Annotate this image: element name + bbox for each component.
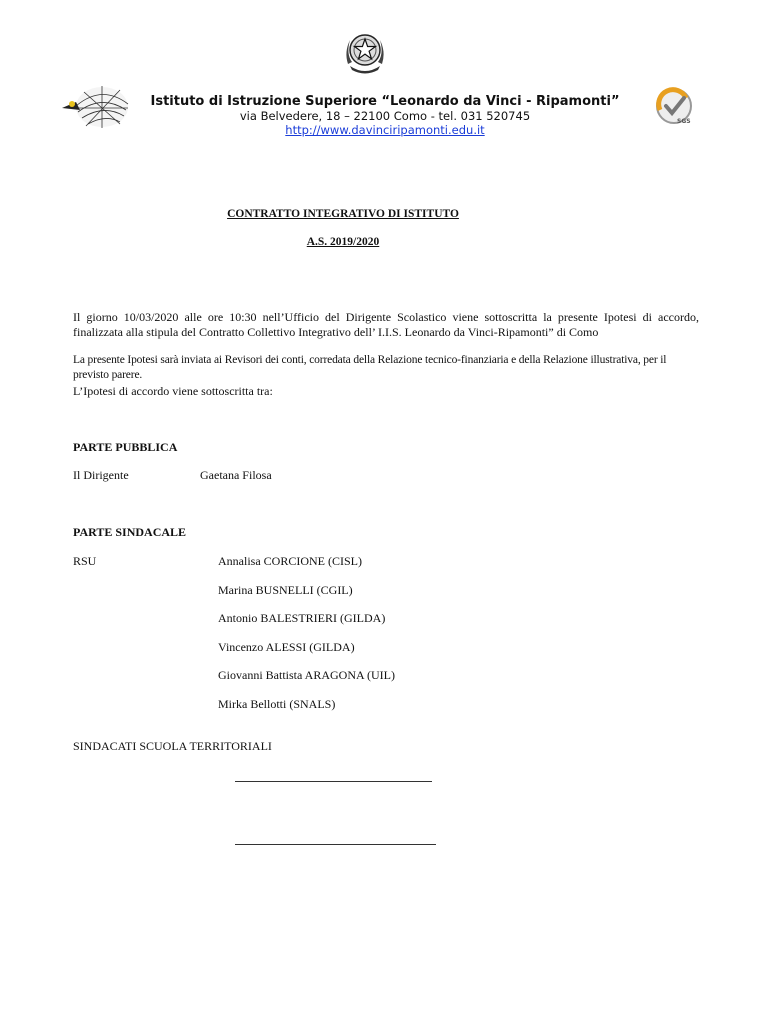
document-year: A.S. 2019/2020 [306, 236, 380, 248]
dirigente-name: Gaetana Filosa [200, 468, 272, 482]
paragraph-revisori: La presente Ipotesi sarà inviata ai Revisori dei conti, corredata della Relazione tecnico-finanziaria e della Relazione illustrativa, per il previsto parere. [73, 354, 667, 381]
document-title: CONTRATTO INTEGRATIVO DI ISTITUTO [227, 208, 459, 220]
paragraph-parties: L’Ipotesi di accordo viene sottoscritta tra: [73, 384, 273, 398]
institute-address: via Belvedere, 18 – 22100 Como - tel. 031 520745 [239, 109, 531, 123]
republic-emblem [340, 26, 390, 76]
signature-line [235, 844, 436, 845]
institute-website-link[interactable]: http://www.davinciripamonti.edu.it [285, 123, 485, 137]
dirigente-role: Il Dirigente [73, 468, 129, 482]
rsu-member: Antonio BALESTRIERI (GILDA) [218, 611, 386, 625]
rsu-member: Vincenzo ALESSI (GILDA) [218, 640, 355, 654]
sindacati-heading: SINDACATI SCUOLA TERRITORIALI [73, 739, 272, 753]
parte-sindacale-heading: PARTE SINDACALE [73, 525, 187, 539]
parte-pubblica-heading: PARTE PUBBLICA [73, 440, 178, 454]
paragraph-intro: Il giorno 10/03/2020 alle ore 10:30 nell’Ufficio del Dirigente Scolastico viene sottoscritta la presente Ipotesi di accordo, finalizzata alla stipula del Contratto Collettivo Integrativo dell’ I.I.S. Leonardo da Vinci-Ripamonti” di Como [73, 310, 699, 339]
signature-line [235, 781, 432, 782]
rsu-member: Marina BUSNELLI (CGIL) [218, 583, 353, 597]
certification-logo-text: SGS [677, 118, 691, 125]
rsu-member: Annalisa CORCIONE (CISL) [218, 554, 362, 568]
rsu-member: Mirka Bellotti (SNALS) [218, 697, 336, 711]
rsu-member: Giovanni Battista ARAGONA (UIL) [218, 668, 395, 682]
institute-name: Istituto di Istruzione Superiore “Leonardo da Vinci - Ripamonti” [150, 94, 620, 109]
rsu-label: RSU [73, 554, 97, 568]
